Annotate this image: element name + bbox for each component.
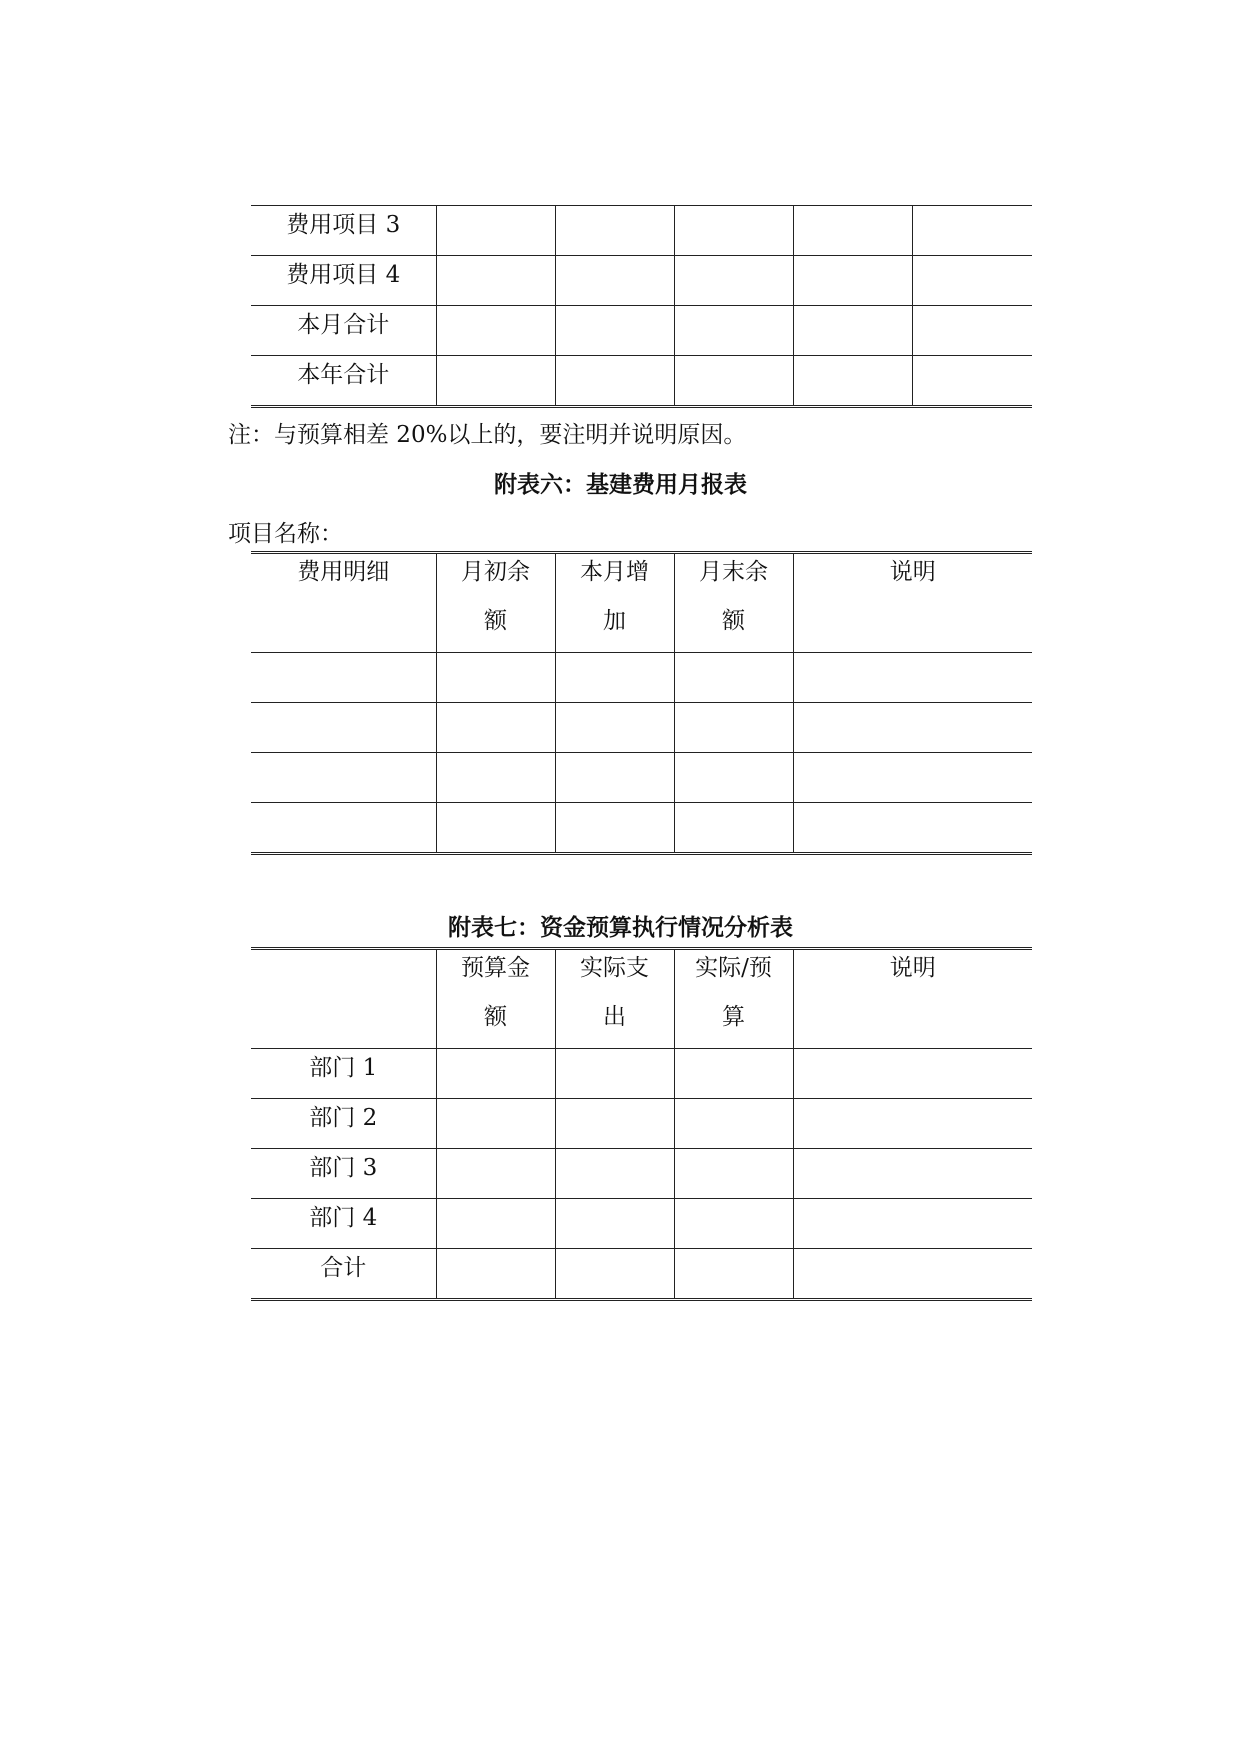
table-row (251, 1049, 1032, 1099)
table-row (251, 1249, 1032, 1300)
header-cell (436, 553, 555, 653)
header-cell (251, 949, 436, 1049)
data-cell (555, 1049, 674, 1099)
header-line2: 出 (603, 1004, 626, 1030)
data-cell (793, 256, 912, 306)
table-row (251, 703, 1032, 753)
header-line2: 算 (722, 1004, 745, 1030)
data-cell (793, 1149, 1032, 1199)
data-cell (436, 1099, 555, 1149)
table-row (251, 1149, 1032, 1199)
header-line1: 费用明细 (297, 559, 390, 585)
data-cell (674, 1249, 793, 1300)
data-cell (912, 306, 1032, 356)
data-cell (436, 356, 555, 407)
data-cell (674, 356, 793, 407)
data-cell (793, 206, 912, 256)
row-label: 部门 4 (309, 1205, 378, 1231)
data-cell (555, 1199, 674, 1249)
data-cell (555, 1099, 674, 1149)
header-line1: 本月增 (580, 559, 649, 585)
data-cell (555, 653, 674, 703)
header-cell (251, 553, 436, 653)
header-cell (674, 553, 793, 653)
table-row (251, 256, 1032, 306)
data-cell (793, 653, 1032, 703)
data-cell (793, 1049, 1032, 1099)
header-line1: 实际/预 (695, 955, 772, 981)
data-cell (555, 256, 674, 306)
header-line2: 额 (484, 608, 507, 634)
expense-summary-table (251, 205, 1032, 408)
header-line1: 预算金 (461, 955, 530, 981)
data-cell (436, 1249, 555, 1300)
header-line2: 加 (603, 608, 626, 634)
table-row (251, 206, 1032, 256)
data-cell (674, 1049, 793, 1099)
header-cell (793, 949, 1032, 1049)
data-cell (555, 803, 674, 854)
table-row (251, 803, 1032, 854)
table-row (251, 1099, 1032, 1149)
header-cell (436, 949, 555, 1049)
row-label: 本年合计 (297, 362, 390, 388)
row-label-cell (251, 1249, 436, 1300)
data-cell (674, 703, 793, 753)
row-label-cell (251, 206, 436, 256)
data-cell (674, 206, 793, 256)
data-cell (436, 703, 555, 753)
header-line1: 月末余 (699, 559, 768, 585)
data-cell (674, 1099, 793, 1149)
table6-title: 附表六：基建费用月报表 (494, 472, 747, 498)
data-cell (674, 753, 793, 803)
data-cell (436, 1199, 555, 1249)
data-cell (793, 753, 1032, 803)
data-cell (555, 206, 674, 256)
data-cell (555, 1249, 674, 1300)
data-cell (555, 753, 674, 803)
table-row (251, 653, 1032, 703)
row-label: 部门 1 (309, 1055, 378, 1081)
row-label: 合计 (320, 1255, 367, 1281)
row-label: 本月合计 (297, 312, 390, 338)
table-row (251, 356, 1032, 407)
table-row (251, 1199, 1032, 1249)
data-cell (793, 1249, 1032, 1300)
data-cell (674, 256, 793, 306)
data-cell (436, 803, 555, 854)
data-cell (555, 703, 674, 753)
data-cell (912, 356, 1032, 407)
row-label-cell (251, 256, 436, 306)
row-label: 费用项目 4 (286, 262, 401, 288)
header-row (251, 553, 1032, 653)
data-cell (251, 803, 436, 854)
row-label: 部门 3 (309, 1155, 378, 1181)
row-label-cell (251, 1149, 436, 1199)
table-row (251, 753, 1032, 803)
header-row (251, 949, 1032, 1049)
data-cell (674, 1149, 793, 1199)
row-label-cell (251, 1099, 436, 1149)
header-line1: 说明 (889, 559, 936, 585)
row-label-cell (251, 1049, 436, 1099)
data-cell (436, 206, 555, 256)
data-cell (912, 206, 1032, 256)
data-cell (793, 1199, 1032, 1249)
table7-title: 附表七：资金预算执行情况分析表 (448, 915, 793, 941)
data-cell (436, 306, 555, 356)
header-cell (793, 553, 1032, 653)
data-cell (793, 306, 912, 356)
data-cell (674, 653, 793, 703)
header-line1: 实际支 (580, 955, 649, 981)
header-cell (555, 553, 674, 653)
data-cell (793, 1099, 1032, 1149)
data-cell (555, 356, 674, 407)
data-cell (436, 256, 555, 306)
data-cell (912, 256, 1032, 306)
table-row (251, 306, 1032, 356)
construction-expense-table (251, 551, 1032, 855)
data-cell (793, 356, 912, 407)
header-cell (555, 949, 674, 1049)
row-label: 费用项目 3 (286, 212, 401, 238)
project-name-label: 项目名称： (228, 521, 343, 547)
data-cell (251, 653, 436, 703)
header-line2: 额 (722, 608, 745, 634)
header-cell (674, 949, 793, 1049)
budget-execution-table (251, 947, 1032, 1301)
data-cell (555, 306, 674, 356)
data-cell (436, 1149, 555, 1199)
data-cell (674, 1199, 793, 1249)
data-cell (793, 803, 1032, 854)
data-cell (436, 1049, 555, 1099)
data-cell (674, 306, 793, 356)
row-label-cell (251, 1199, 436, 1249)
header-line1: 月初余 (461, 559, 530, 585)
data-cell (555, 1149, 674, 1199)
header-line1: 说明 (889, 955, 936, 981)
note-text: 注：与预算相差 20%以上的，要注明并说明原因。 (228, 422, 747, 448)
data-cell (251, 753, 436, 803)
row-label: 部门 2 (309, 1105, 378, 1131)
header-line2: 额 (484, 1004, 507, 1030)
data-cell (436, 753, 555, 803)
data-cell (251, 703, 436, 753)
data-cell (436, 653, 555, 703)
data-cell (793, 703, 1032, 753)
row-label-cell (251, 306, 436, 356)
data-cell (674, 803, 793, 854)
row-label-cell (251, 356, 436, 407)
